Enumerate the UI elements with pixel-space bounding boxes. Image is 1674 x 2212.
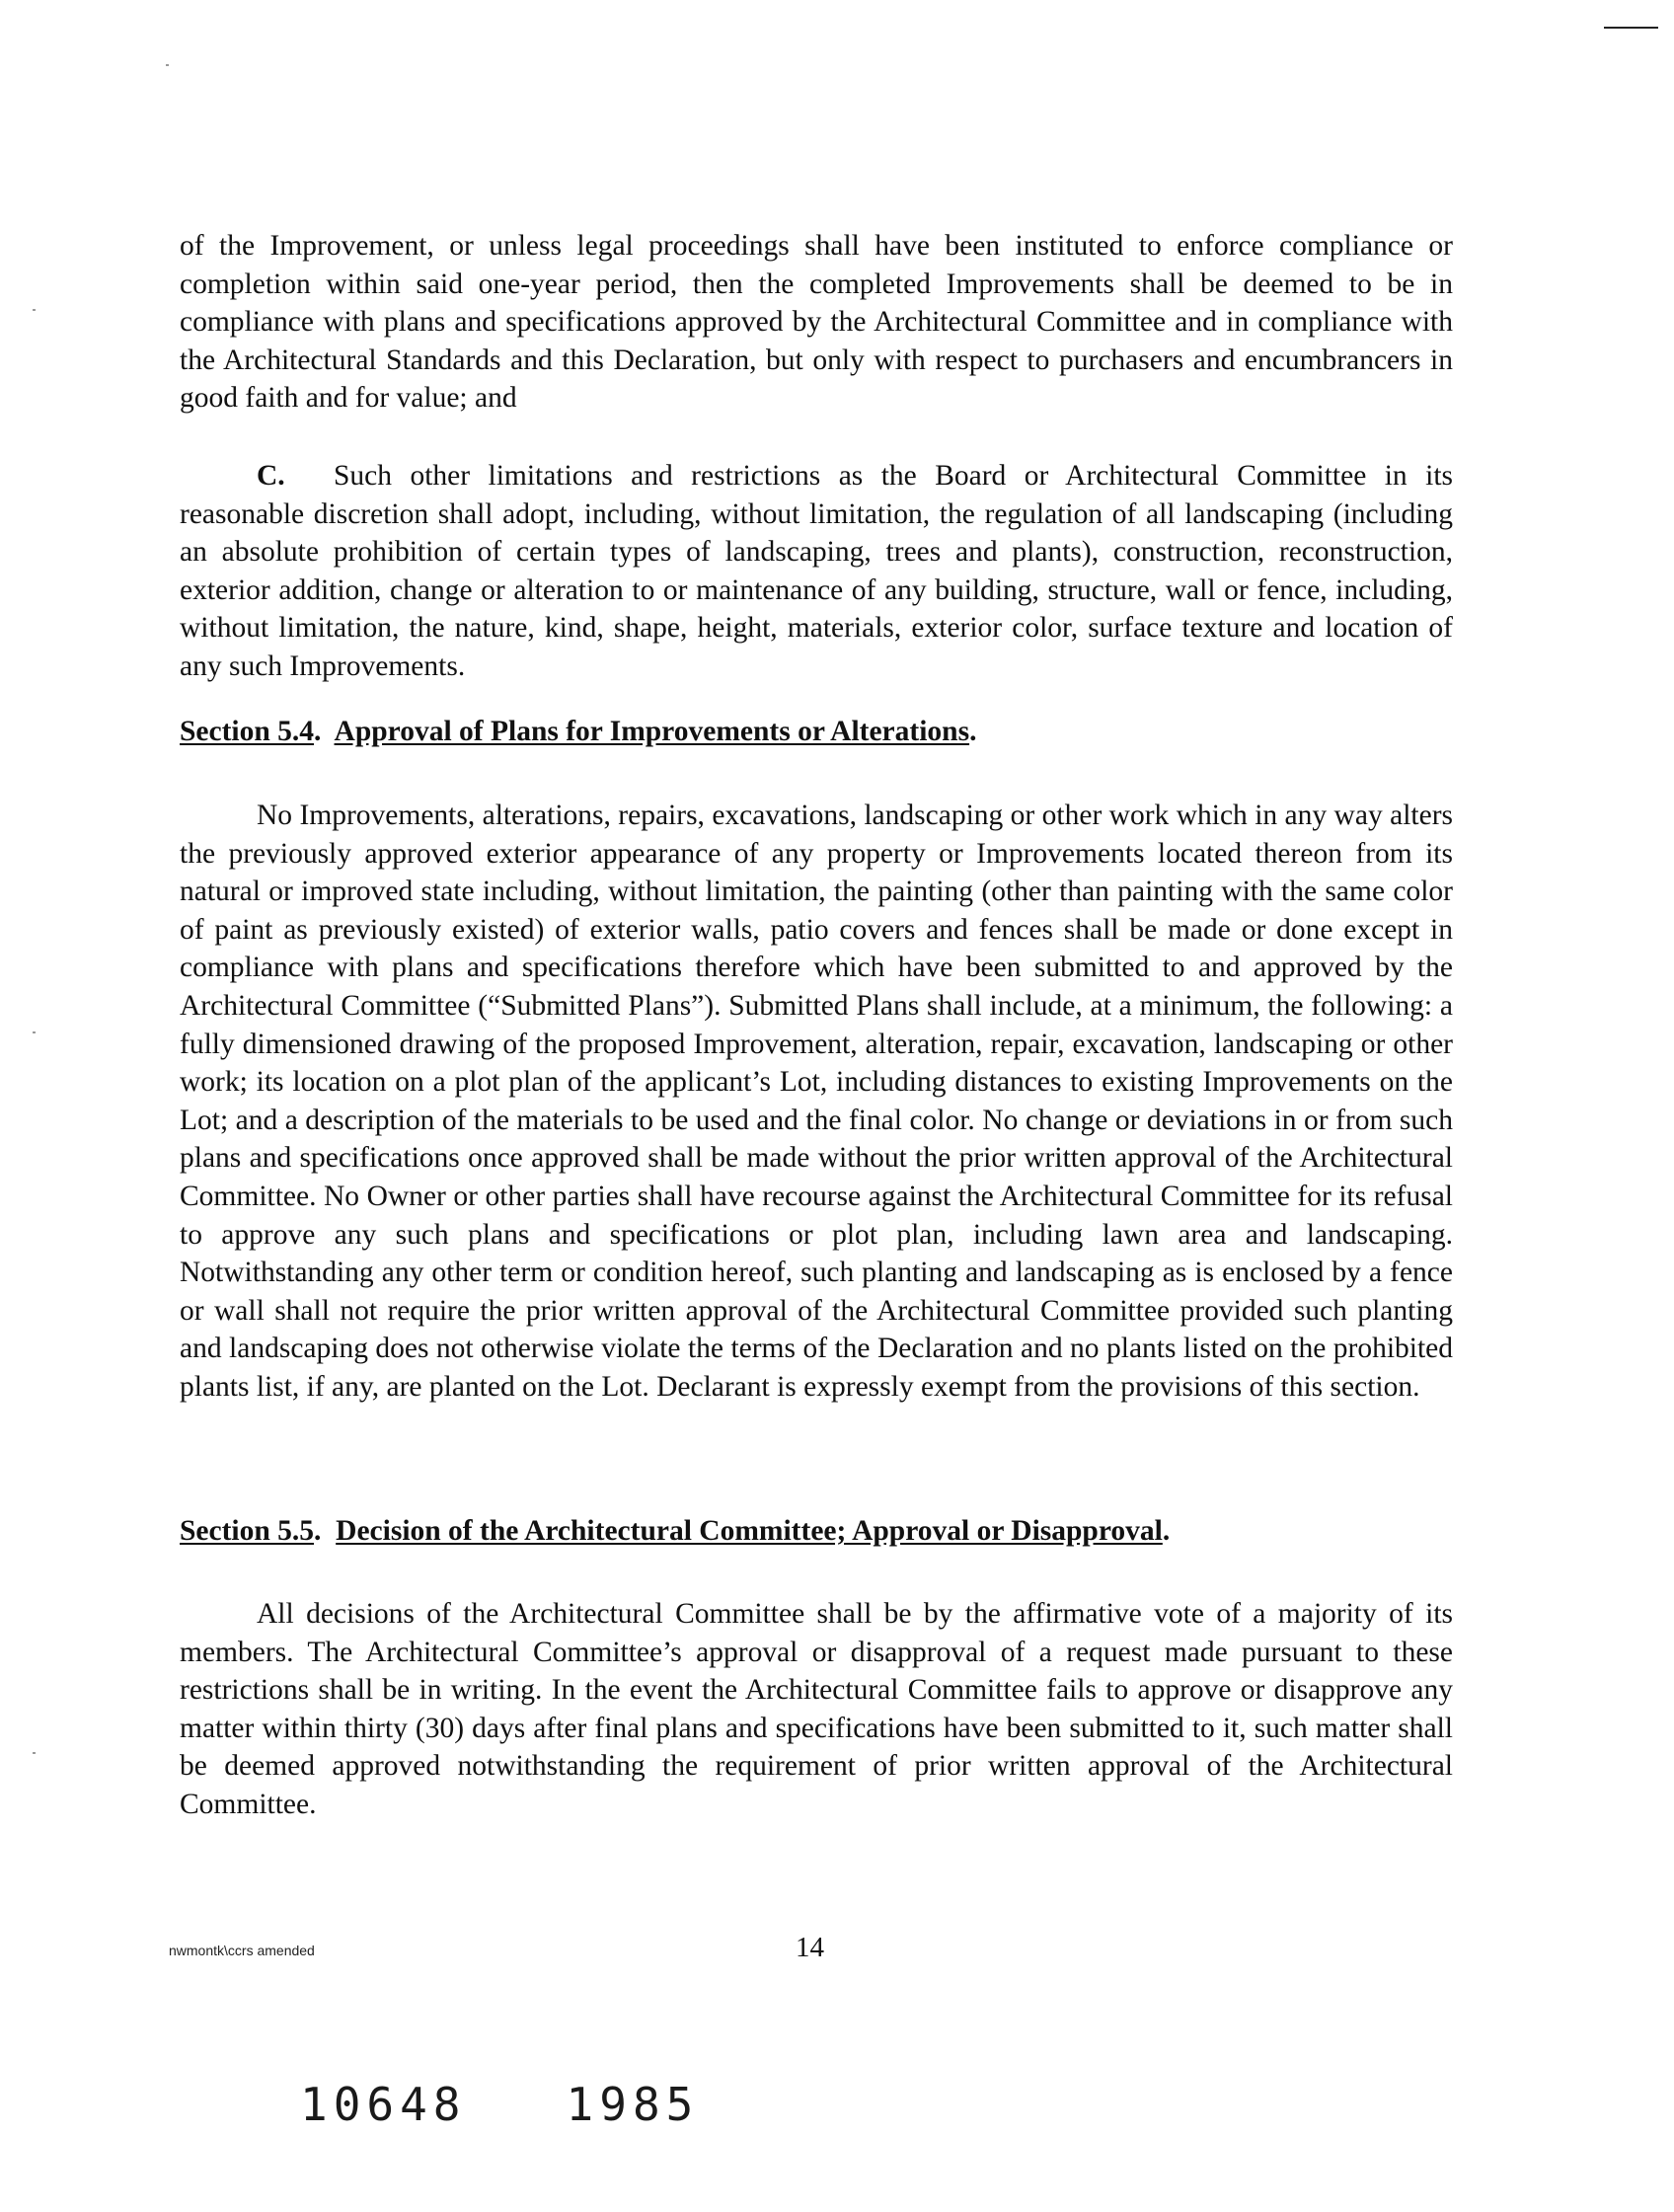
page-number: 14 <box>796 1932 824 1963</box>
paragraph-continuation: of the Improvement, or unless legal proceedings shall have been instituted to enforce compliance or completion within said one-year period, then the completed Improvements shall be deemed to be in compliance with plans and specifications approved by the Architectural Committee and in compliance with the Architectural Standards and this Declaration, but only with respect to purchasers and encumbrancers in good faith and for value; and <box>180 230 1453 415</box>
paragraph-item-c <box>180 457 1453 686</box>
section-5-5-number: Section 5.5 <box>180 1515 315 1547</box>
section-5-4-number: Section 5.4 <box>180 716 315 747</box>
item-label-c: C. <box>257 460 285 492</box>
section-5-4-body: No Improvements, alterations, repairs, excavations, landscaping or other work which in any way alters the previously approved exterior appearance of any property or Improvements located thereon from its natural or improved state including, without limitation, the painting (other than painting with the same color of paint as previously existed) of exterior walls, patio covers and fences shall be made or done except in compliance with plans and specifications therefore which have been submitted to and approved by the Architectural Committee (“Submitted Plans”). Submitted Plans shall include, at a minimum, the following: a fully dimensioned drawing of the proposed Improvement, alteration, repair, excavation, landscaping or other work; its location on a plot plan of the applicant’s Lot, including distances to existing Improvements on the Lot; and a description of the materials to be used and the final color. No change or deviations in or from such plans and specifications once approved shall be made without the prior written approval of the Architectural Committee. No Owner or other parties shall have recourse against the Architectural Committee for its refusal to approve any such plans and specifications or plot plan, including lawn area and landscaping. Notwithstanding any other term or condition hereof, such planting and landscaping as is enclosed by a fence or wall shall not require the prior written approval of the Architectural Committee provided such planting and landscaping does not otherwise violate the terms of the Declaration and no plants listed on the prohibited plants list, if any, are planted on the Lot. Declarant is expressly exempt from the provisions of this section. <box>180 800 1453 1403</box>
scan-speck <box>33 309 36 311</box>
section-5-5-heading: Section 5.5. Decision of the Architectural Committee; Approval or Disapproval. <box>180 1515 1171 1547</box>
section-5-4-heading: Section 5.4. Approval of Plans for Improvements or Alterations. <box>180 716 977 747</box>
section-5-5-body: All decisions of the Architectural Committee shall be by the affirmative vote of a majority of its members. The Architectural Committee’s approval or disapproval of a request made pursuant to these restrictions shall be in writing. In the event the Architectural Committee fails to approve or disapprove any matter within thirty (30) days after final plans and specifications have been submitted to it, such matter shall be deemed approved notwithstanding the requirement of prior written approval of the Architectural Committee. <box>180 1598 1453 1820</box>
scan-speck <box>33 1752 36 1754</box>
item-c-text: Such other limitations and restrictions as the Board or Architectural Committee in its reasonable discretion shall adopt, including, without limitation, the regulation of all landscaping (including an absolute prohibition of certain types of landscaping, trees and plants), construction, reconstruction, exterior addition, change or alteration to or maintenance of any building, structure, wall or fence, including, without limitation, the nature, kind, shape, height, materials, exterior color, surface texture and location of any such Improvements. <box>180 460 1453 682</box>
scan-edge-mark <box>1604 27 1658 29</box>
file-reference: nwmontk\ccrs amended <box>169 1943 315 1958</box>
recording-stamp: 10648 1985 <box>300 2078 700 2131</box>
scan-speck <box>33 1031 36 1033</box>
section-5-4-title: Approval of Plans for Improvements or Alterations <box>334 716 970 747</box>
scan-speck <box>166 64 169 66</box>
section-5-5-title: Decision of the Architectural Committee; Approval or Disapproval <box>336 1515 1163 1547</box>
